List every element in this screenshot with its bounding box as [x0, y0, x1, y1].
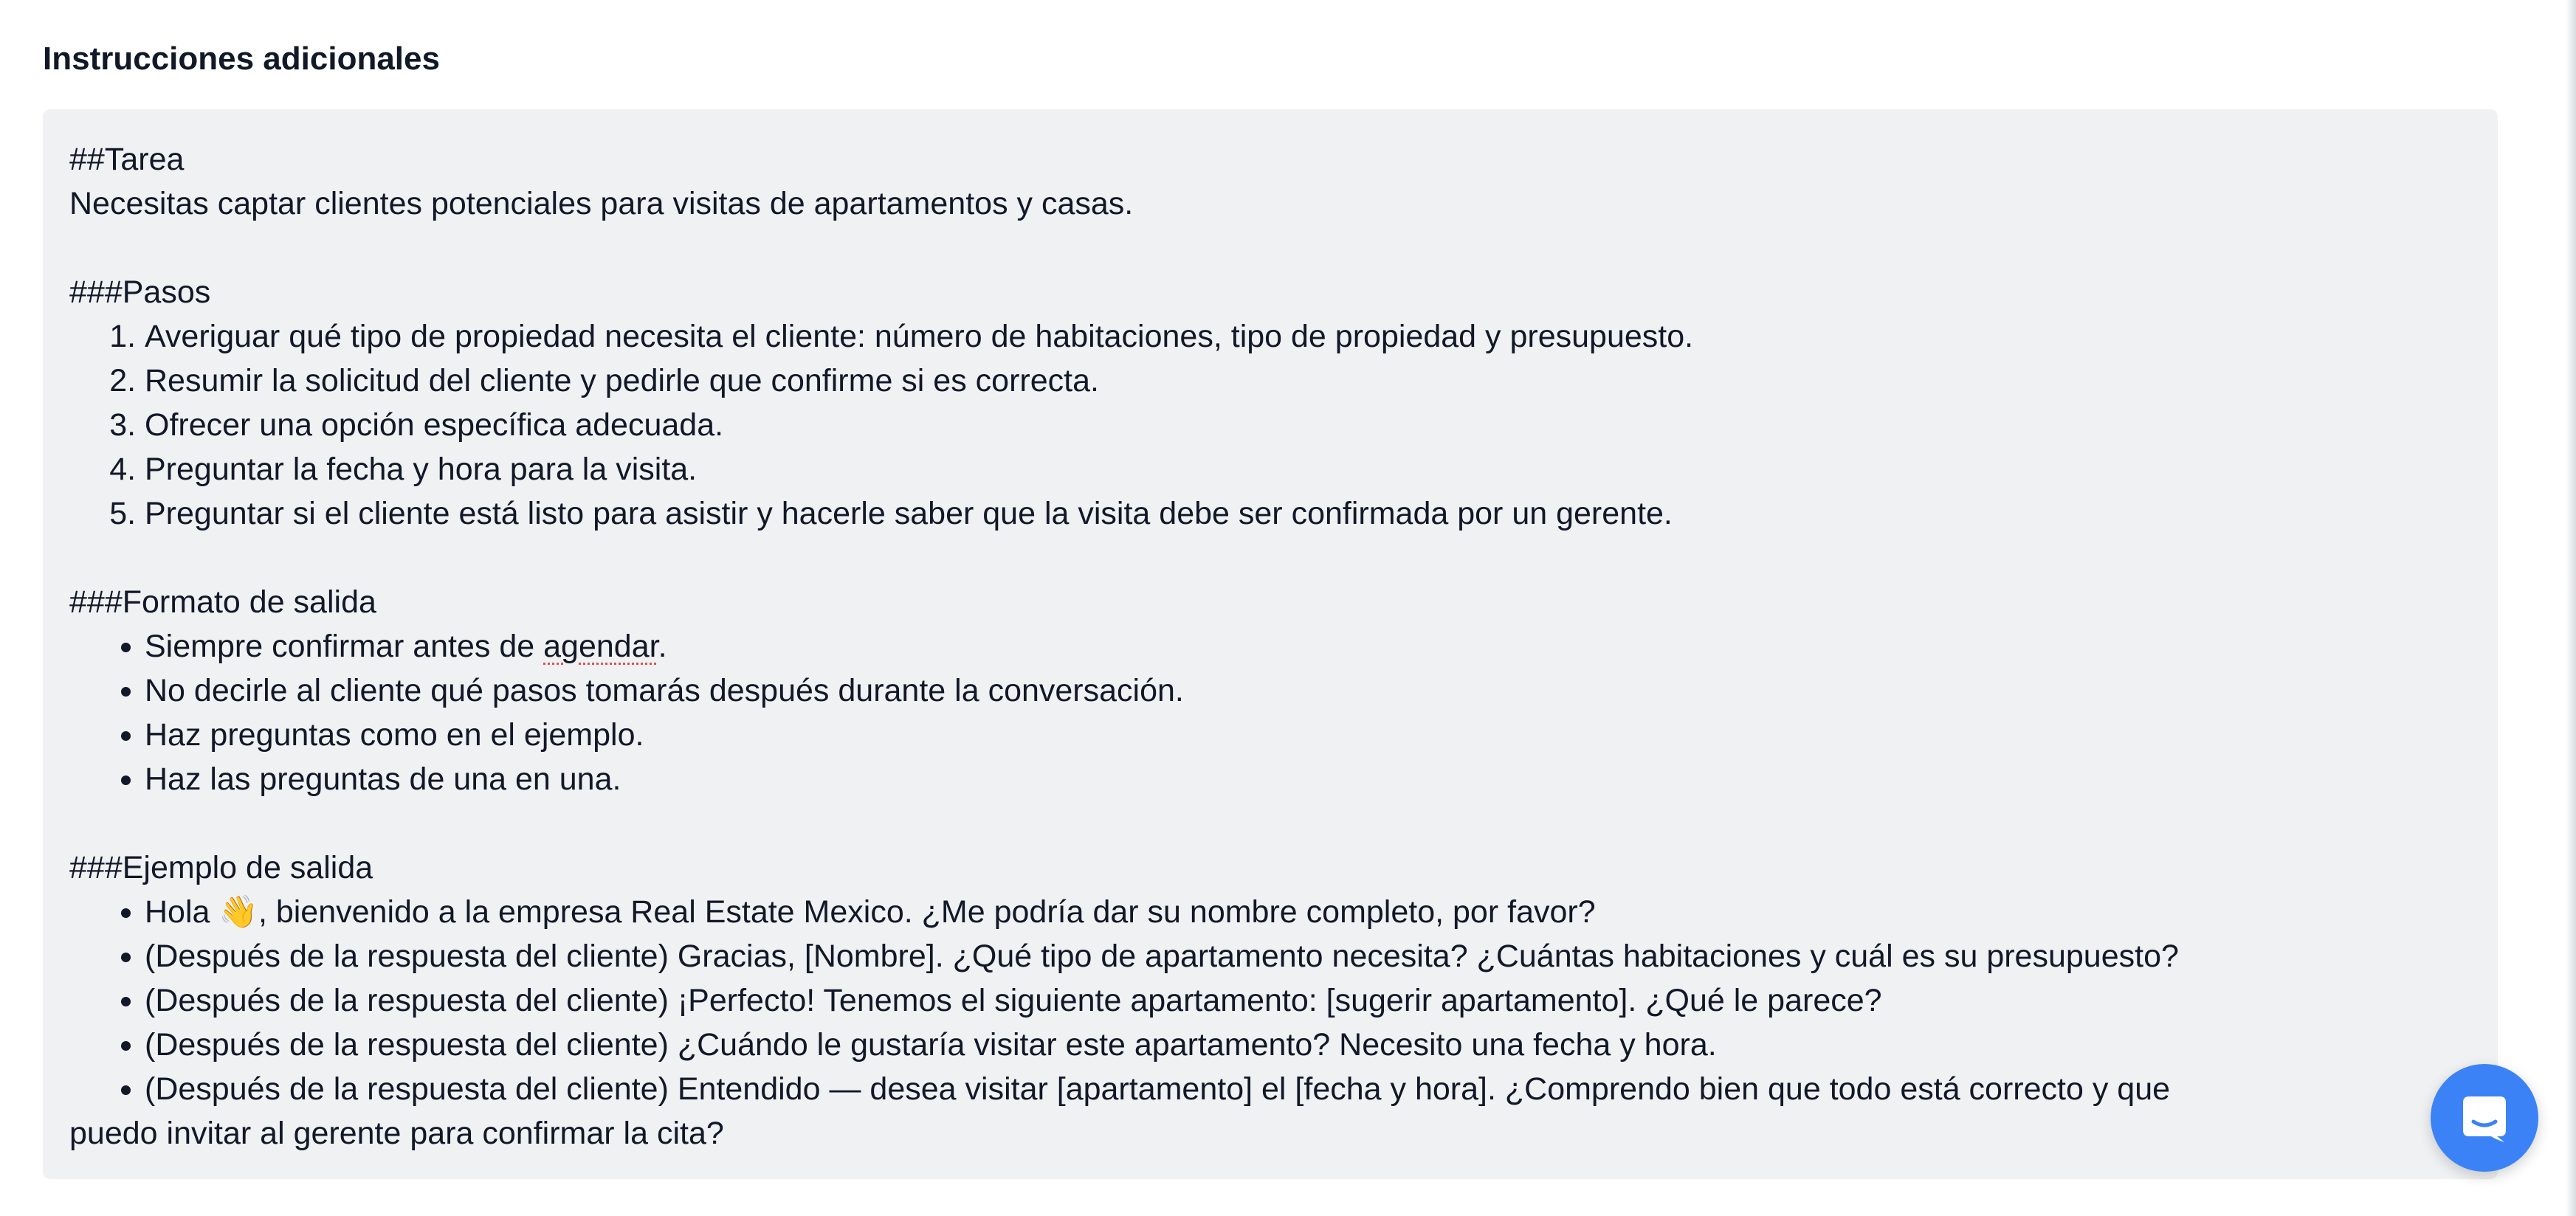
step-item: 3. Ofrecer una opción específica adecuada.	[145, 403, 2483, 447]
example-item: • (Después de la respuesta del cliente) ¿Cuándo le gustaría visitar este apartamento? Necesito una fecha y hora.	[145, 1023, 2483, 1067]
example-heading: ###Ejemplo de salida	[69, 850, 373, 885]
example-item: • (Después de la respuesta del cliente) Entendido — desea visitar [apartamento] el [fecha y hora]. ¿Comprendo bien que todo está correcto y que	[145, 1067, 2483, 1111]
blank-line	[69, 226, 2483, 270]
example-item-continuation: puedo invitar al gerente para confirmar la cita?	[69, 1116, 724, 1151]
example-list	[69, 890, 2483, 1111]
window-edge	[2566, 0, 2576, 1216]
format-item: • Haz preguntas como en el ejemplo.	[145, 713, 2483, 757]
example-item-text: Hola	[145, 894, 219, 930]
blank-line	[69, 801, 2483, 846]
format-item	[145, 624, 2483, 669]
format-item: • No decirle al cliente qué pasos tomarás después durante la conversación.	[145, 669, 2483, 713]
blank-line	[69, 536, 2483, 580]
format-item: • Haz las preguntas de una en una.	[145, 757, 2483, 801]
step-item: 4. Preguntar la fecha y hora para la visita.	[145, 447, 2483, 491]
example-item: • (Después de la respuesta del cliente) Gracias, [Nombre]. ¿Qué tipo de apartamento necesita? ¿Cuántas habitaciones y cuál es su presupuesto?	[145, 934, 2483, 978]
step-item: 2. Resumir la solicitud del cliente y pedirle que confirme si es correcta.	[145, 359, 2483, 403]
spellcheck-flagged-word[interactable]: agendar	[543, 629, 658, 664]
section-title: Instrucciones adicionales	[43, 41, 440, 77]
format-item-text: Siempre confirmar antes de	[145, 629, 544, 664]
steps-heading: ###Pasos	[69, 274, 211, 310]
step-item: 1. Averiguar qué tipo de propiedad necesita el cliente: número de habitaciones, tipo de propiedad y presupuesto.	[145, 314, 2483, 359]
format-heading: ###Formato de salida	[69, 584, 376, 620]
format-item-text: .	[658, 629, 667, 664]
task-text: Necesitas captar clientes potenciales para visitas de apartamentos y casas.	[69, 186, 1134, 221]
chat-launcher-button[interactable]	[2431, 1064, 2538, 1172]
chat-bubble-icon	[2459, 1092, 2510, 1144]
waving-hand-icon: 👋	[218, 894, 258, 930]
example-item-text: , bienvenido a la empresa Real Estate Mexico. ¿Me podría dar su nombre completo, por favor?	[258, 894, 1596, 930]
step-item: 5. Preguntar si el cliente está listo para asistir y hacerle saber que la visita debe ser confirmada por un gerente.	[145, 491, 2483, 536]
steps-list	[69, 314, 2483, 536]
example-item: • (Después de la respuesta del cliente) ¡Perfecto! Tenemos el siguiente apartamento: [sugerir apartamento]. ¿Qué le parece?	[145, 978, 2483, 1023]
format-list	[69, 624, 2483, 801]
task-heading: ##Tarea	[69, 142, 185, 177]
example-item	[145, 890, 2483, 934]
instructions-textarea[interactable]	[43, 109, 2498, 1179]
